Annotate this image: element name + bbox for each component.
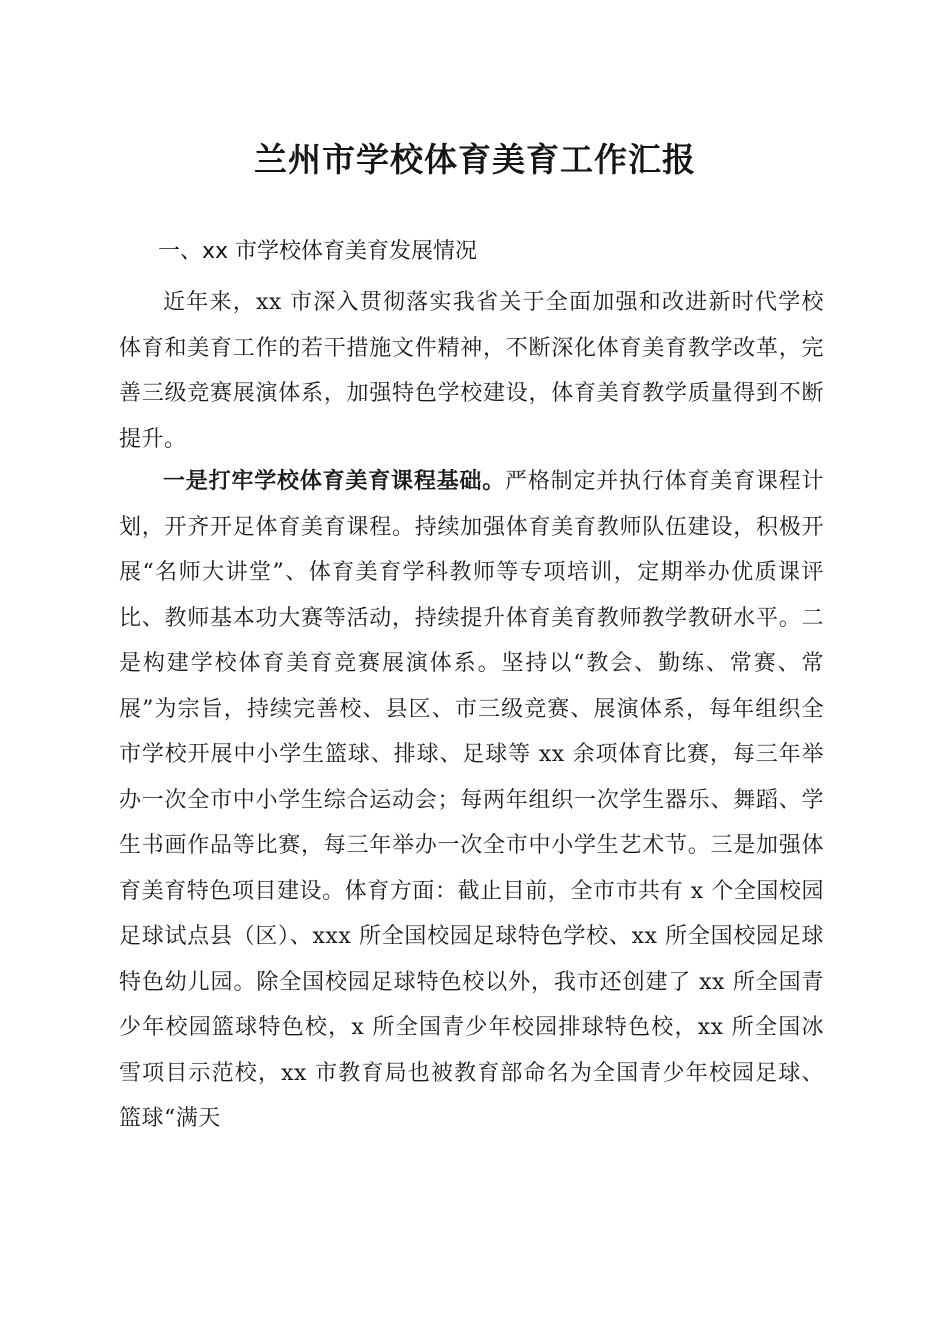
- paragraph-lead: 一是打牢学校体育美育课程基础。: [163, 469, 506, 494]
- paragraph-measures: [119, 459, 824, 1142]
- section-heading: 一、xx 市学校体育美育发展情况: [158, 239, 478, 264]
- paragraph-intro: 近年来，xx 市深入贯彻落实我省关于全面加强和改进新时代学校体育和美育工作的若干措施文件精神，不断深化体育美育教学改革，完善三级竞赛展演体系，加强特色学校建设，体育美育教学质量得到不断提升。: [119, 290, 824, 452]
- document-title: 兰州市学校体育美育工作汇报: [254, 140, 696, 179]
- paragraph-body: 严格制定并执行体育美育课程计划，开齐开足体育美育课程。持续加强体育美育教师队伍建设，积极开展“名师大讲堂”、体育美育学科教师等专项培训，定期举办优质课评比、教师基本功大赛等活动，持续提升体育美育教师教学教研水平。二是构建学校体育美育竞赛展演体系。坚持以“教会、勤练、常赛、常展”为宗旨，持续完善校、县区、市三级竞赛、展演体系，每年组织全市学校开展中小学生篮球、排球、足球等 xx 余项体育比赛，每三年举办一次全市中小学生综合运动会；每两年组织一次学生器乐、舞蹈、学生书画作品等比赛，每三年举办一次全市中小学生艺术节。三是加强体育美育特色项目建设。体育方面：截止目前，全市市共有 x 个全国校园足球试点县（区）、xxx 所全国校园足球特色学校、xx 所全国校园足球特色幼儿园。除全国校园足球特色校以外，我市还创建了 xx 所全国青少年校园篮球特色校，x 所全国青少年校园排球特色校，xx 所全国冰雪项目示范校，xx 市教育局也被教育部命名为全国青少年校园足球、篮球“满天: [119, 469, 824, 1131]
